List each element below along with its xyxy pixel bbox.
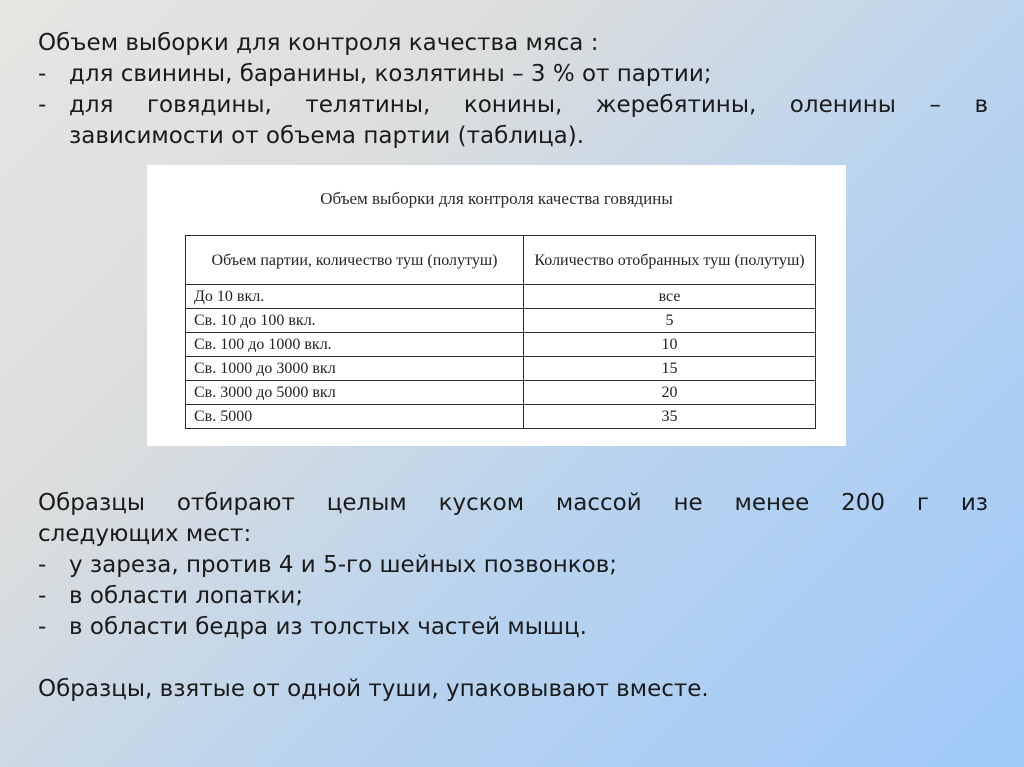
sample-place-item bbox=[38, 581, 988, 612]
bullet-beef-line1: для говядины, телятины, конины, жеребятины, оленины – в bbox=[69, 92, 988, 118]
samples-section bbox=[38, 488, 988, 705]
table-header-row bbox=[186, 236, 816, 285]
samples-line1: Образцы отбирают целым куском массой не менее 200 г из bbox=[38, 490, 988, 516]
intro-section bbox=[38, 28, 988, 152]
bullet-pork-text: для свинины, баранины, козлятины – 3 % от партии; bbox=[69, 61, 712, 87]
table-figure bbox=[147, 165, 846, 446]
cell-count: 15 bbox=[524, 357, 816, 381]
table-row bbox=[186, 357, 816, 381]
cell-lot: Св. 1000 до 3000 вкл bbox=[186, 357, 524, 381]
bullet-dash: - bbox=[38, 614, 47, 640]
table-row bbox=[186, 405, 816, 429]
closing-note: Образцы, взятые от одной туши, упаковывают вместе. bbox=[38, 676, 709, 702]
cell-count: все bbox=[524, 285, 816, 309]
intro-heading: Объем выборки для контроля качества мяса : bbox=[38, 30, 599, 56]
cell-lot: Св. 100 до 1000 вкл. bbox=[186, 333, 524, 357]
table-row bbox=[186, 381, 816, 405]
table-row bbox=[186, 333, 816, 357]
samples-line2: следующих мест: bbox=[38, 521, 252, 547]
cell-count: 20 bbox=[524, 381, 816, 405]
cell-count: 5 bbox=[524, 309, 816, 333]
bullet-dash: - bbox=[38, 92, 47, 118]
sample-place-text: у зареза, против 4 и 5-го шейных позвонков; bbox=[69, 552, 618, 578]
cell-lot: Св. 10 до 100 вкл. bbox=[186, 309, 524, 333]
cell-lot: До 10 вкл. bbox=[186, 285, 524, 309]
table-row bbox=[186, 285, 816, 309]
sample-place-text: в области лопатки; bbox=[69, 583, 304, 609]
header-selected-count: Количество отобранных туш (полутуш) bbox=[524, 236, 816, 285]
cell-lot: Св. 5000 bbox=[186, 405, 524, 429]
cell-count: 35 bbox=[524, 405, 816, 429]
cell-count: 10 bbox=[524, 333, 816, 357]
bullet-dash: - bbox=[38, 552, 47, 578]
table-row bbox=[186, 309, 816, 333]
sample-place-text: в области бедра из толстых частей мышц. bbox=[69, 614, 587, 640]
bullet-pork bbox=[38, 59, 988, 90]
bullet-beef bbox=[38, 90, 988, 152]
sample-place-item bbox=[38, 550, 988, 581]
header-lot-size: Объем партии, количество туш (полутуш) bbox=[186, 236, 524, 285]
sample-size-table bbox=[185, 235, 816, 429]
bullet-beef-line2: зависимости от объема партии (таблица). bbox=[69, 123, 585, 149]
table-caption: Объем выборки для контроля качества говядины bbox=[320, 189, 673, 208]
sample-place-item bbox=[38, 612, 988, 643]
cell-lot: Св. 3000 до 5000 вкл bbox=[186, 381, 524, 405]
bullet-dash: - bbox=[38, 583, 47, 609]
bullet-dash: - bbox=[38, 61, 47, 87]
